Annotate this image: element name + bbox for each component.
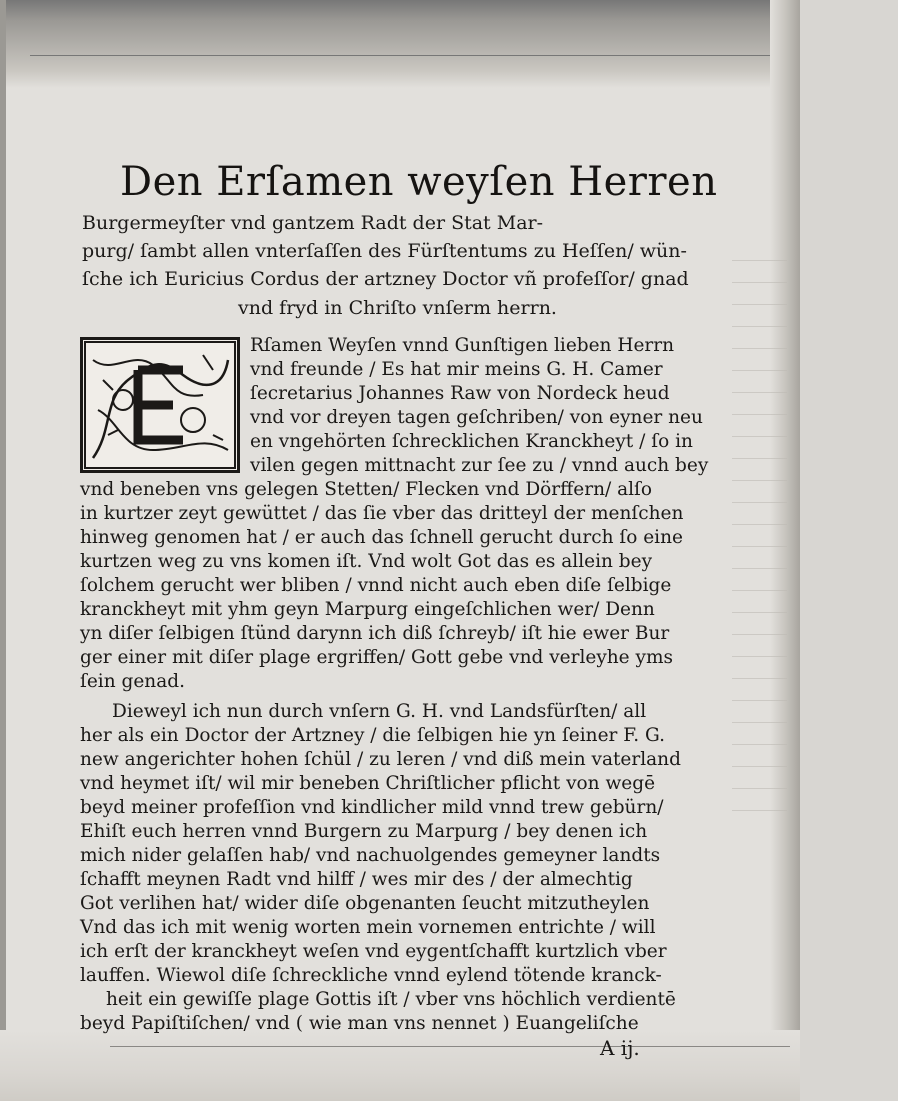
heading-line: vnd fryd in Chriſto vnſerm herrn. (238, 297, 557, 319)
intro-line: vnd freunde / Es hat mir meins G. H. Camer (250, 359, 663, 380)
body-line: ger einer mit diſer plage ergriffen/ Gott gebe vnd verleyhe yms (80, 647, 674, 668)
body-line: mich nider gelaſſen hab/ vnd nachuolgendes gemeyner landts (80, 845, 661, 866)
body-line: Got verlihen hat/ wider diſe obgenanten ſeucht mitzutheylen (80, 893, 650, 914)
body-line: Vnd das ich mit wenig worten mein vornemen entrichte / will (80, 917, 656, 938)
body-line: kranckheyt mit yhm geyn Marpurg eingeſchlichen wer/ Denn (80, 599, 655, 620)
body-line: hinweg genomen hat / er auch das ſchnell gerucht durch ſo eine (80, 527, 683, 548)
page-left-edge (0, 0, 6, 1101)
page-top-shadow (0, 0, 800, 88)
body-line: ich erſt der kranckheyt weſen vnd eygentſchafft kurtzlich vber (80, 941, 667, 962)
intro-line: Rſamen Weyſen vnnd Gunſtigen lieben Herrn (250, 335, 675, 356)
body-line: heit ein gewiſſe plage Gottis iſt / vber vns höchlich verdientē (106, 989, 676, 1010)
page-bottom-rule (110, 1046, 790, 1047)
body-line: kurtzen weg zu vns komen iſt. Vnd wolt Got das es allein bey (80, 551, 653, 572)
heading-line: ſche ich Euricius Cordus der artzney Doctor vñ profeſſor/ gnad (82, 268, 689, 290)
intro-line: en vngehörten ſchrecklichen Kranckheyt / ſo in (250, 431, 693, 452)
body-line: beyd Papiſtiſchen/ vnd ( wie man vns nennet ) Euangeliſche (80, 1013, 639, 1034)
body-line: vnd beneben vns gelegen Stetten/ Flecken vnd Dörffern/ alſo (80, 479, 653, 500)
body-line: ſolchem gerucht wer bliben / vnnd nicht auch eben diſe ſelbige (80, 575, 672, 596)
intro-line: vilen gegen mittnacht zur ſee zu / vnnd auch bey (250, 455, 709, 476)
body-line: vnd heymet iſt/ wil mir beneben Chriſtlicher pflicht von wegē (80, 773, 656, 794)
initial-woodcut-graphic (83, 340, 237, 470)
page-bottom-shadow (0, 1030, 800, 1101)
body-line: ſein genad. (80, 671, 185, 692)
body-line: beyd meiner profeſſion vnd kindlicher mild vnnd trew gebürn/ (80, 797, 664, 818)
heading-line: Burgermeyſter vnd gantzem Radt der Stat Mar- (82, 212, 544, 234)
body-line: lauffen. Wiewol diſe ſchreckliche vnnd eylend tötende kranck- (80, 965, 662, 986)
decorated-initial-e (80, 337, 240, 473)
body-line: new angerichter hohen ſchül / zu leren / vnd diß mein vaterland (80, 749, 681, 770)
body-line: Ehiſt euch herren vnnd Burgern zu Marpurg / bey denen ich (80, 821, 648, 842)
heading-line: purg/ ſambt allen vnterſaſſen des Fürſtentums zu Heſſen/ wün- (82, 240, 687, 262)
signature-mark: A ij. (600, 1036, 640, 1060)
body-line: Dieweyl ich nun durch vnſern G. H. vnd Landsfürſten/ all (112, 701, 647, 722)
intro-line: vnd vor dreyen tagen geſchriben/ von eyner neu (250, 407, 703, 428)
page-top-rule (30, 55, 770, 56)
facing-page-bleed (732, 260, 787, 820)
body-line: in kurtzer zeyt gewüttet / das ſie vber das dritteyl der menſchen (80, 503, 684, 524)
body-line: her als ein Doctor der Artzney / die ſelbigen hie yn ſeiner F. G. (80, 725, 665, 746)
body-line: ſchafft meynen Radt vnd hilff / wes mir des / der almechtig (80, 869, 633, 890)
intro-line: ſecretarius Johannes Raw von Nordeck heud (250, 383, 670, 404)
body-line: yn diſer ſelbigen ſtünd darynn ich diß ſchreyb/ iſt hie ewer Bur (80, 623, 670, 644)
document-title: Den Erſamen weyſen Herren (120, 159, 718, 205)
